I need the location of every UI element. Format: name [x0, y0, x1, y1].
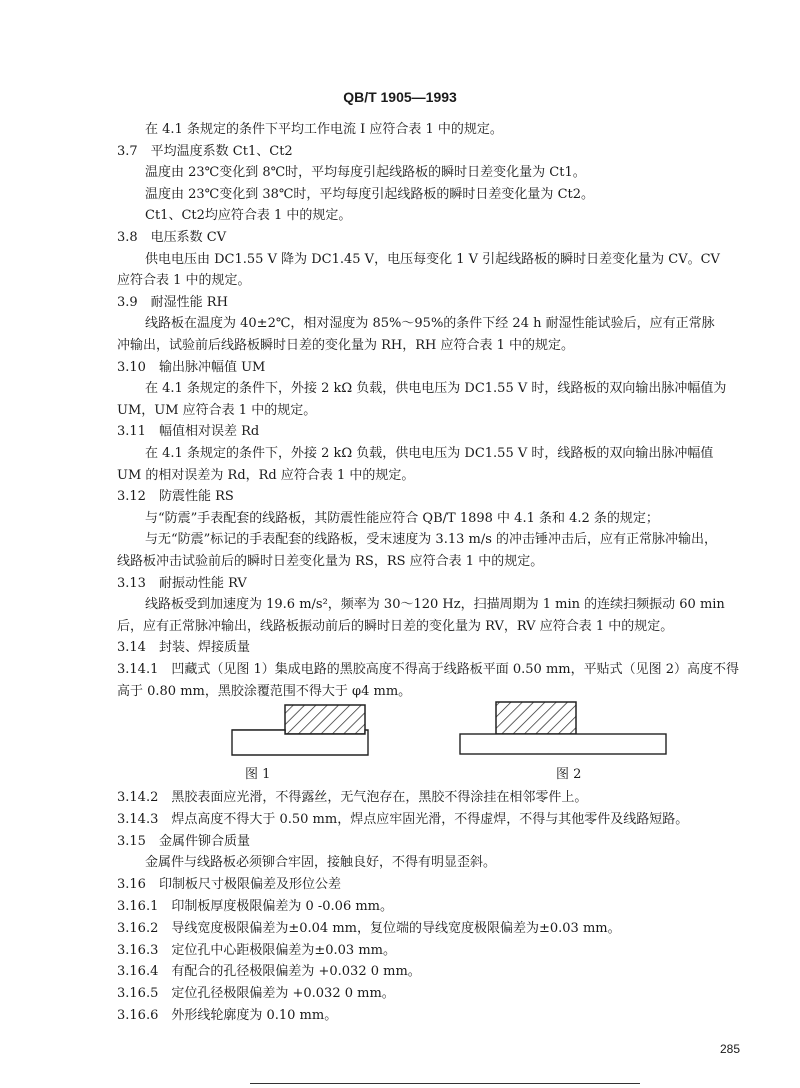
section-heading-line: 3.14.2 黑胶表面应光滑，不得露丝，无气泡存在，黑胶不得涂挂在相邻零件上。 — [117, 790, 588, 805]
section-heading-line: 3.11 幅值相对误差 Rd — [117, 424, 260, 440]
paragraph-line: 金属件与线路板必须铆合牢固，接触良好，不得有明显歪斜。 — [145, 855, 497, 871]
paragraph-line: 温度由 23℃变化到 8℃时，平均每度引起线路板的瞬时日差变化量为 Ct1。 — [145, 165, 586, 181]
section-heading-line: 3.15 金属件铆合质量 — [117, 833, 250, 849]
paragraph-line: 在 4.1 条规定的条件下，外接 2 kΩ 负载，供电电压为 DC1.55 V 时，线路板的双向输出脉冲幅值为 — [145, 381, 727, 397]
page-header-standard-id: QB/T 1905—1993 — [343, 89, 457, 105]
section-heading-line: 3.16.1 印制板厚度极限偏差为 0 -0.06 mm。 — [117, 899, 394, 914]
paragraph-line: 在 4.1 条规定的条件下，外接 2 kΩ 负载，供电电压为 DC1.55 V 时，线路板的双向输出脉冲幅值 — [145, 446, 714, 461]
section-heading-line: 3.16.4 有配合的孔径极限偏差为 +0.032 0 mm。 — [117, 964, 421, 980]
paragraph-line: 在 4.1 条规定的条件下平均工作电流 I 应符合表 1 中的规定。 — [145, 122, 503, 137]
figure-1-recessed-diagram — [230, 700, 370, 760]
section-heading-line: 3.9 耐湿性能 RH — [117, 294, 228, 310]
paragraph-line: 高于 0.80 mm，黑胶涂覆范围不得大于 φ4 mm。 — [117, 683, 412, 699]
figure-1-caption: 图 1 — [245, 767, 271, 782]
footer-rule — [250, 1083, 640, 1084]
section-heading-line: 3.12 防震性能 RS — [117, 489, 234, 505]
paragraph-line: 线路板受到加速度为 19.6 m/s²，频率为 30～120 Hz，扫描周期为 1 min 的连续扫频振动 60 min — [145, 597, 725, 613]
section-heading-line: 3.8 电压系数 CV — [117, 230, 227, 245]
section-heading-line: 3.7 平均温度系数 Ct1、Ct2 — [117, 143, 293, 159]
section-heading-line: 3.16.3 定位孔中心距极限偏差为±0.03 mm。 — [117, 942, 396, 958]
section-heading-line: 3.16.2 导线宽度极限偏差为±0.04 mm，复位端的导线宽度极限偏差为±0.03 mm。 — [117, 920, 621, 936]
section-heading-line: 3.16.5 定位孔径极限偏差为 +0.032 0 mm。 — [117, 986, 395, 1002]
section-heading-line: 3.10 输出脉冲幅值 UM — [117, 359, 266, 375]
figure-2-flat-mount-diagram — [458, 698, 668, 758]
paragraph-line: 温度由 23℃变化到 38℃时，平均每度引起线路板的瞬时日差变化量为 Ct2。 — [145, 186, 595, 202]
paragraph-line: 与“防震”手表配套的线路板，其防震性能应符合 QB/T 1898 中 4.1 条和 4.2 条的规定； — [145, 510, 659, 526]
paragraph-line: 线路板在温度为 40±2℃，相对湿度为 85%～95%的条件下经 24 h 耐湿性能试验后，应有正常脉 — [145, 316, 715, 332]
section-heading-line: 3.16 印制板尺寸极限偏差及形位公差 — [117, 877, 341, 893]
paragraph-line: Ct1、Ct2均应符合表 1 中的规定。 — [145, 208, 352, 224]
section-heading-line: 3.14.3 焊点高度不得大于 0.50 mm，焊点应牢固光滑，不得虚焊，不得与其他零件及线路短路。 — [117, 811, 689, 827]
page-number: 285 — [720, 1042, 741, 1056]
section-heading-line: 3.14 封装、焊接质量 — [117, 640, 250, 656]
paragraph-line: 与无“防震”标记的手表配套的线路板，受末速度为 3.13 m/s 的冲击锤冲击后，应有正常脉冲输出， — [145, 532, 718, 548]
paragraph-line: 供电电压由 DC1.55 V 降为 DC1.45 V，电压每变化 1 V 引起线路板的瞬时日差变化量为 CV。CV — [145, 251, 720, 267]
paragraph-line: 后，应有正常脉冲输出，线路板振动前后的瞬时日差的变化量为 RV，RV 应符合表 1 中的规定。 — [117, 618, 674, 634]
paragraph-line: 线路板冲击试验前后的瞬时日差变化量为 RS，RS 应符合表 1 中的规定。 — [117, 554, 544, 569]
section-heading-line: 3.16.6 外形线轮廓度为 0.10 mm。 — [117, 1008, 338, 1023]
section-heading-line: 3.13 耐振动性能 RV — [117, 575, 247, 591]
paragraph-line: 冲输出，试验前后线路板瞬时日差的变化量为 RH，RH 应符合表 1 中的规定。 — [117, 338, 575, 353]
figure-2-caption: 图 2 — [556, 767, 582, 782]
paragraph-line: UM，UM 应符合表 1 中的规定。 — [117, 402, 317, 418]
paragraph-line: 应符合表 1 中的规定。 — [117, 273, 251, 289]
section-heading-line: 3.14.1 凹藏式（见图 1）集成电路的黑胶高度不得高于线路板平面 0.50 mm，平贴式（见图 2）高度不得 — [117, 662, 740, 677]
paragraph-line: UM 的相对误差为 Rd，Rd 应符合表 1 中的规定。 — [117, 467, 415, 483]
